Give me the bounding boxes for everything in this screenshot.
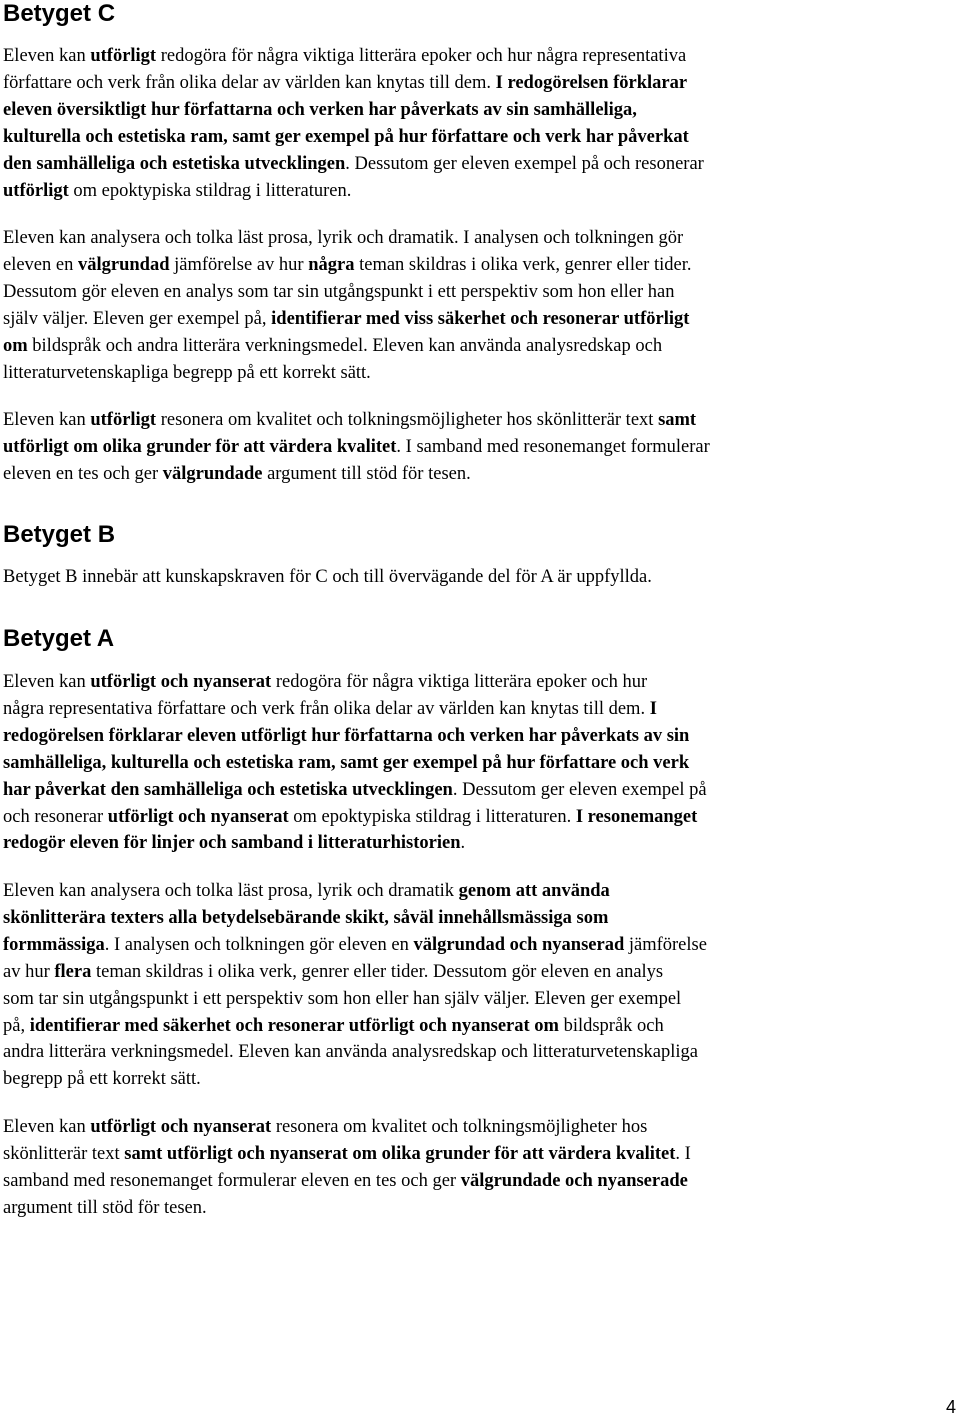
text-run: redogöra för några viktiga litterära epoker och hur några representativa <box>156 46 687 66</box>
paragraph-a-redogora <box>3 669 707 857</box>
text-run: Eleven kan analysera och tolka läst prosa, lyrik och dramatik <box>3 881 459 901</box>
text-run: . I analysen och tolkningen gör eleven en <box>104 934 414 955</box>
text-run: argument till stöd för tesen. <box>3 1197 207 1218</box>
paragraph-a-resonera <box>3 1114 691 1222</box>
text-run: som tar sin utgångspunkt i ett perspektiv som hon eller han själv väljer. Eleven ger exempel <box>3 988 682 1009</box>
bold-text: den samhälleliga och estetiska utvecklingen <box>3 153 346 174</box>
text-line <box>3 669 707 696</box>
text-line <box>3 434 710 461</box>
text-run: argument till stöd för tesen. <box>262 463 471 484</box>
bold-text: redogör eleven för linjer och samband i litteraturhistorien <box>3 833 461 854</box>
text-run: samband med resonemanget formulerar eleven en tes och ger <box>3 1170 461 1191</box>
text-run: . Dessutom ger eleven exempel på och resonerar <box>345 153 704 174</box>
bold-text: utförligt och nyanserat <box>107 806 289 827</box>
text-line <box>3 178 704 205</box>
bold-text: välgrundade <box>162 463 263 484</box>
paragraph-c-redogora <box>3 43 704 204</box>
bold-text: formmässiga <box>3 934 105 955</box>
text-line <box>3 70 704 97</box>
text-run: av hur <box>3 961 55 982</box>
bold-text: utförligt <box>90 46 157 66</box>
text-line <box>3 1066 707 1093</box>
bold-text: välgrundad <box>78 254 170 275</box>
heading-betyget-c: Betyget C <box>3 0 116 27</box>
text-line <box>3 1168 691 1195</box>
text-line <box>3 750 707 777</box>
text-run: eleven en tes och ger <box>3 463 163 484</box>
bold-text: kulturella och estetiska ram, samt ger exempel på hur författare och verk har påverkat <box>3 126 689 147</box>
text-run: författare och verk från olika delar av världen kan knytas till dem. <box>3 72 496 93</box>
text-run: och resonerar <box>3 806 108 827</box>
text-run: om epoktypiska stildrag i litteraturen. <box>288 806 576 827</box>
text-run: . I <box>675 1143 691 1164</box>
bold-text: utförligt om olika grunder för att värdera kvalitet <box>3 436 397 457</box>
text-line <box>3 360 691 387</box>
bold-text: samt utförligt och nyanserat om olika grunder för att värdera kvalitet <box>124 1143 676 1164</box>
bold-text: välgrundad och nyanserad <box>413 934 625 955</box>
text-run: redogöra för några viktiga litterära epoker och hur <box>271 672 648 692</box>
text-line <box>3 696 707 723</box>
text-run: på, <box>3 1015 30 1036</box>
bold-text: flera <box>54 961 92 982</box>
bold-text: I <box>649 698 657 719</box>
paragraph-a-analysera <box>3 878 707 1093</box>
text-line <box>3 252 691 279</box>
text-run: teman skildras i olika verk, genrer eller tider. Dessutom gör eleven en analys <box>91 961 664 982</box>
text-line <box>3 804 707 831</box>
bold-text: I redogörelsen förklarar <box>495 72 688 93</box>
text-line <box>3 777 707 804</box>
bold-text: skönlitterära texters alla betydelsebärande skikt, såväl innehållsmässiga som <box>3 907 609 928</box>
text-line <box>3 43 704 70</box>
page-number: 4 <box>946 1397 957 1417</box>
bold-text: har påverkat den samhälleliga och estetiska utvecklingen <box>3 779 453 800</box>
bold-text: samhälleliga, kulturella och estetiska ram, samt ger exempel på hur författare och verk <box>3 752 690 773</box>
text-line <box>3 151 704 178</box>
text-line <box>3 986 707 1013</box>
text-run: Dessutom gör eleven en analys som tar sin utgångspunkt i ett perspektiv som hon eller han <box>3 281 675 302</box>
text-run: . I samband med resonemanget formulerar <box>396 436 710 457</box>
paragraph-c-resonera <box>3 407 710 488</box>
bold-text: några <box>308 254 355 275</box>
text-line <box>3 1141 691 1168</box>
bold-text: utförligt och nyanserat <box>90 672 272 692</box>
text-line <box>3 333 691 360</box>
text-line <box>3 1039 707 1066</box>
bold-text: välgrundade och nyanserade <box>460 1170 688 1191</box>
bold-text: eleven översiktligt hur författarna och verken har påverkats av sin samhälleliga, <box>3 99 637 120</box>
text-run: Eleven kan analysera och tolka läst prosa, lyrik och dramatik. I analysen och tolkningen gör <box>3 228 684 248</box>
text-run: jämförelse av hur <box>169 254 309 275</box>
heading-betyget-b: Betyget B <box>3 521 116 548</box>
text-line <box>3 124 704 151</box>
text-line <box>3 279 691 306</box>
text-run: Eleven kan <box>3 46 91 66</box>
bold-text: utförligt och nyanserat <box>90 1117 272 1137</box>
text-line <box>3 878 707 905</box>
bold-text: redogörelsen förklarar eleven utförligt hur författarna och verken har påverkats av sin <box>3 725 690 746</box>
text-line <box>3 461 710 488</box>
text-run: resonera om kvalitet och tolkningsmöjligheter hos <box>271 1117 648 1137</box>
text-line <box>3 905 707 932</box>
text-line <box>3 564 652 591</box>
bold-text: identifierar med viss säkerhet och resonerar utförligt <box>271 308 690 329</box>
bold-text: om <box>3 335 28 356</box>
text-line <box>3 932 707 959</box>
text-run: bildspråk och andra litterära verkningsmedel. Eleven kan använda analysredskap och <box>27 335 663 356</box>
bold-text: samt <box>658 410 697 430</box>
bold-text: genom att använda <box>458 881 610 901</box>
text-run: teman skildras i olika verk, genrer eller tider. <box>354 254 692 275</box>
bold-text: I resonemanget <box>575 806 698 827</box>
text-run: Eleven kan <box>3 672 91 692</box>
text-line <box>3 97 704 124</box>
text-run: litteraturvetenskapliga begrepp på ett korrekt sätt. <box>3 362 371 383</box>
text-line <box>3 407 710 434</box>
text-run: Eleven kan <box>3 410 91 430</box>
heading-betyget-a: Betyget A <box>3 625 115 652</box>
text-line <box>3 723 707 750</box>
text-run: . <box>460 833 466 854</box>
text-line <box>3 1195 691 1222</box>
bold-text: utförligt <box>90 410 157 430</box>
text-run: Betyget B innebär att kunskapskraven för C och till övervägande del för A är uppfyllda. <box>3 567 652 587</box>
text-run: några representativa författare och verk från olika delar av världen kan knytas till dem. <box>3 698 650 719</box>
text-run: resonera om kvalitet och tolkningsmöjligheter hos skönlitterär text <box>156 410 659 430</box>
bold-text: utförligt <box>3 180 69 201</box>
text-line <box>3 306 691 333</box>
text-line <box>3 830 707 857</box>
bold-text: identifierar med säkerhet och resonerar utförligt och nyanserat om <box>29 1015 559 1036</box>
text-run: skönlitterär text <box>3 1143 125 1164</box>
text-run: bildspråk och <box>558 1015 664 1036</box>
text-line <box>3 959 707 986</box>
text-line <box>3 1013 707 1040</box>
text-run: begrepp på ett korrekt sätt. <box>3 1069 201 1090</box>
paragraph-c-analysera <box>3 225 691 386</box>
text-run: eleven en <box>3 254 78 275</box>
text-run: jämförelse <box>624 934 707 955</box>
text-run: själv väljer. Eleven ger exempel på, <box>3 308 272 329</box>
text-run: andra litterära verkningsmedel. Eleven kan använda analysredskap och litteraturvetenskapliga <box>3 1042 699 1063</box>
text-run: om epoktypiska stildrag i litteraturen. <box>68 180 352 201</box>
text-line <box>3 225 691 252</box>
paragraph-b-summary <box>3 564 652 591</box>
text-run: Eleven kan <box>3 1117 91 1137</box>
text-run: . Dessutom ger eleven exempel på <box>452 779 707 800</box>
text-line <box>3 1114 691 1141</box>
